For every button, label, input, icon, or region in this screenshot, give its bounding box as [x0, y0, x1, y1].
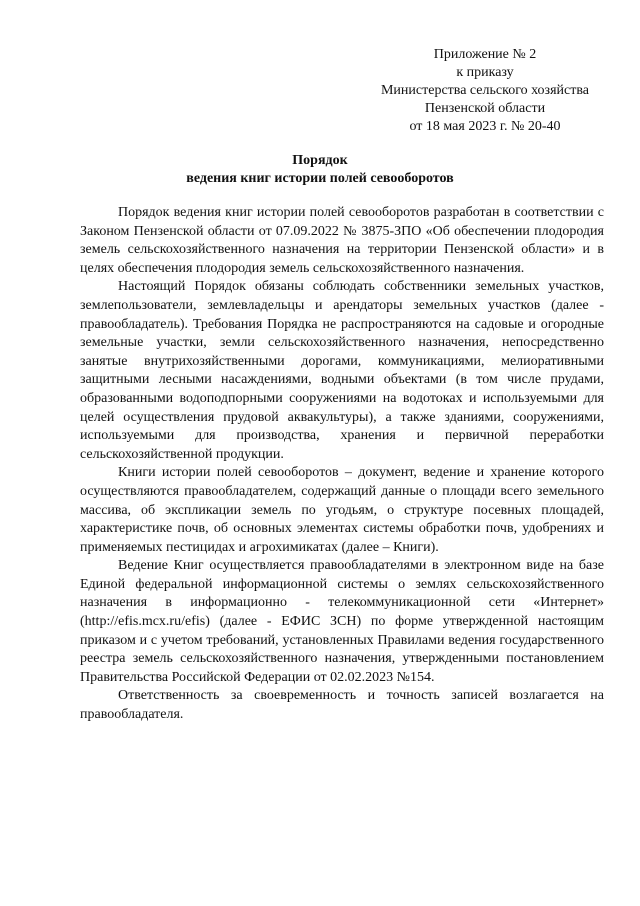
title-line-1: Порядок	[292, 153, 348, 168]
paragraph-purpose: Порядок ведения книг истории полей севооборотов разработан в соответствии с Законом Пензенской области от 07.09.2022 № 3875-ЗПО «Об обеспечении плодородия земель сельскохозяйственного назначения на территории Пензенской области» и в целях обеспечения плодородия земель сельскохозяйственного назначения.	[80, 205, 604, 276]
paragraph-responsibility: Ответственность за своевременность и точность записей возлагается на правообладателя.	[80, 688, 604, 723]
document-title	[0, 152, 640, 188]
paragraph-definition: Книги истории полей севооборотов – документ, ведение и хранение которого осуществляются правообладателем, содержащий данные о площади всего земельного массива, об экспликации земель по угодьям, о структуре посевных площадей, характеристике почв, об основных элементах системы обработки почв, удобрениях и применяемых пестицидах и агрохимикатах (далее – Книги).	[80, 465, 604, 555]
appendix-number: Приложение № 2	[433, 47, 537, 62]
title-line-2: ведения книг истории полей севооборотов	[186, 171, 454, 186]
paragraph-maintenance: Ведение Книг осуществляется правообладателями в электронном виде на базе Единой федеральной информационной системы о землях сельскохозяйственного назначения в информационно - телекоммуникационной сети «Интернет» (http://efis.mcx.ru/efis) (далее - ЕФИС ЗСН) по форме утвержденной настоящим приказом и с учетом требований, установленных Правилами ведения государственного реестра земель сельскохозяйственного назначения, утвержденными постановлением Правительства Российской Федерации от 02.02.2023 №154.	[80, 558, 604, 685]
ministry-name: Министерства сельского хозяйства	[380, 83, 589, 98]
region-name: Пензенской области	[424, 101, 546, 116]
order-date-number: от 18 мая 2023 г. № 20-40	[409, 119, 561, 134]
paragraph-scope: Настоящий Порядок обязаны соблюдать собственники земельных участков, землепользователи, землевладельцы и арендаторы земельных участков (далее - правообладатель). Требования Порядка не распространяются на садовые и огородные земельные участки, земли сельскохозяйственного назначения, непосредственно занятые внутрихозяйственными дорогами, коммуникациями, мелиоративными защитными лесными насаждениями, водными объектами (в том числе прудами, образованными водоподпорными сооружениями на водотоках и используемыми для целей осуществления прудовой аквакультуры), а также зданиями, сооружениями, используемыми для производства, хранения и первичной переработки сельскохозяйственной продукции.	[80, 279, 604, 462]
document-body	[80, 204, 604, 725]
order-reference: к приказу	[456, 65, 514, 80]
appendix-header	[360, 46, 610, 136]
